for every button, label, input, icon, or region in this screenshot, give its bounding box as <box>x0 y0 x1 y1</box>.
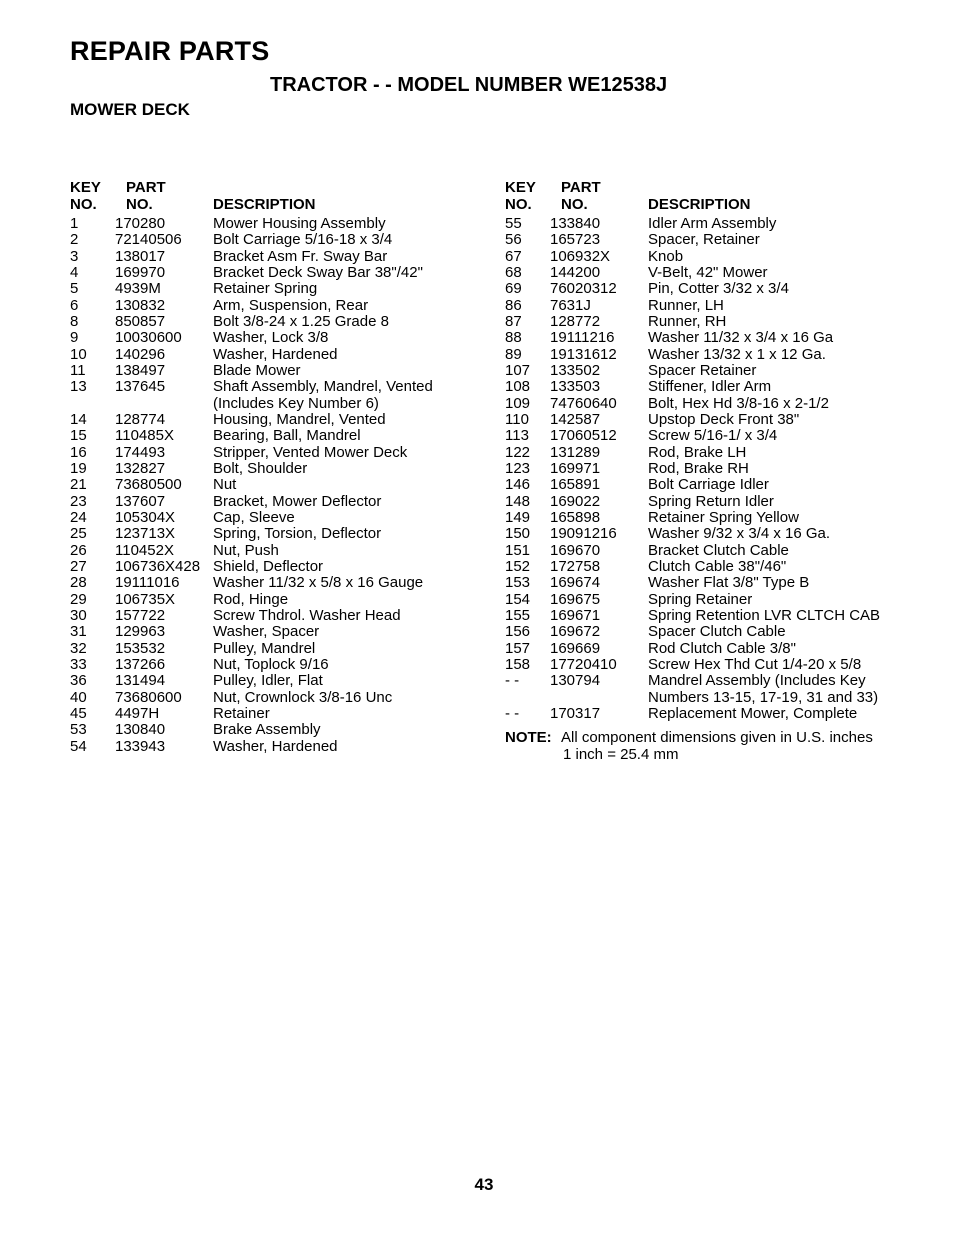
section-heading: MOWER DECK <box>70 100 190 119</box>
part-number: 17060512 <box>550 427 617 445</box>
table-row <box>505 641 905 657</box>
part-description: Retainer <box>213 704 270 722</box>
table-row <box>505 363 905 379</box>
key-number: 26 <box>70 541 87 559</box>
table-row <box>505 232 905 248</box>
part-description: Spacer, Retainer <box>648 231 760 249</box>
key-number: 158 <box>505 655 531 673</box>
key-number: 24 <box>70 508 87 526</box>
part-number: 140296 <box>115 345 166 363</box>
part-description: Washer, Spacer <box>213 623 320 641</box>
table-row <box>505 281 905 297</box>
part-description: Washer, Lock 3/8 <box>213 329 329 347</box>
part-number: 131494 <box>115 672 166 690</box>
table-row <box>70 575 490 591</box>
key-number: 6 <box>70 296 79 314</box>
key-number: 87 <box>505 312 522 330</box>
part-number: 131289 <box>550 443 601 461</box>
key-number: 153 <box>505 574 531 592</box>
key-number: 146 <box>505 476 531 494</box>
key-number: 152 <box>505 557 531 575</box>
part-description: Housing, Mandrel, Vented <box>213 410 386 428</box>
table-row <box>505 216 905 232</box>
part-description: Rod, Brake LH <box>648 443 747 461</box>
table-row <box>70 363 490 379</box>
table-row <box>70 657 490 673</box>
key-header-line-2: NO. <box>70 195 97 213</box>
table-row <box>70 739 490 755</box>
table-row <box>505 608 905 624</box>
part-description: Idler Arm Assembly <box>648 215 777 232</box>
part-description: Replacement Mower, Complete <box>648 704 858 722</box>
table-row <box>505 575 905 591</box>
table-row <box>505 559 905 575</box>
part-description: Bolt Carriage Idler <box>648 476 769 494</box>
right-rows <box>505 216 905 722</box>
key-number: 10 <box>70 345 87 363</box>
key-number: 86 <box>505 296 522 314</box>
part-number: 7631J <box>550 296 591 314</box>
part-number: 144200 <box>550 263 601 281</box>
part-description: Mandrel Assembly (Includes Key <box>648 672 866 690</box>
table-row <box>505 543 905 559</box>
part-description: Blade Mower <box>213 361 301 379</box>
part-number: 169971 <box>550 459 601 477</box>
part-description: Stripper, Vented Mower Deck <box>213 443 408 461</box>
table-row <box>505 624 905 640</box>
key-number: 69 <box>505 280 522 298</box>
part-number: 130840 <box>115 721 166 739</box>
key-number: 3 <box>70 247 79 265</box>
table-row <box>505 314 905 330</box>
part-description: Bolt Carriage 5/16-18 x 3/4 <box>213 231 393 249</box>
key-number: 16 <box>70 443 87 461</box>
key-number: 123 <box>505 459 531 477</box>
table-row <box>505 412 905 428</box>
part-number: 110485X <box>115 427 174 445</box>
key-number: 156 <box>505 623 531 641</box>
key-number: 4 <box>70 263 79 281</box>
key-number: 27 <box>70 557 87 575</box>
left-rows <box>70 216 490 755</box>
part-number: 169675 <box>550 590 601 608</box>
table-row <box>70 494 490 510</box>
key-number: 13 <box>70 378 87 396</box>
part-number: 110452X <box>115 541 174 559</box>
table-row <box>70 690 490 706</box>
table-row <box>70 396 490 412</box>
part-header-line-2: NO. <box>126 195 153 213</box>
key-number: 30 <box>70 606 87 624</box>
part-description: Washer 9/32 x 3/4 x 16 Ga. <box>648 525 831 543</box>
table-row <box>505 706 905 722</box>
part-description: Cap, Sleeve <box>213 508 295 526</box>
part-description: Washer, Hardened <box>213 737 338 755</box>
part-description: Arm, Suspension, Rear <box>213 296 369 314</box>
part-description: Pulley, Mandrel <box>213 639 316 657</box>
part-description: Bolt, Hex Hd 3/8-16 x 2-1/2 <box>648 394 829 412</box>
part-description: Clutch Cable 38"/46" <box>648 557 787 575</box>
part-header-line-1: PART <box>561 179 601 196</box>
part-description: Spring Retainer <box>648 590 753 608</box>
key-number: 11 <box>70 361 86 379</box>
page-title: REPAIR PARTS <box>70 36 270 66</box>
key-number: 45 <box>70 704 87 722</box>
part-description: Shaft Assembly, Mandrel, Vented <box>213 378 433 396</box>
part-header-line-2: NO. <box>561 195 588 213</box>
part-description: Washer 13/32 x 1 x 12 Ga. <box>648 345 826 363</box>
part-description: Runner, LH <box>648 296 724 314</box>
table-row <box>70 641 490 657</box>
part-description: Bracket, Mower Deflector <box>213 492 382 510</box>
part-header-line-1: PART <box>126 179 166 196</box>
key-number: 55 <box>505 215 522 232</box>
part-header <box>561 180 601 213</box>
part-description: Spring, Torsion, Deflector <box>213 525 382 543</box>
part-number: 133502 <box>550 361 601 379</box>
key-number: 8 <box>70 312 79 330</box>
part-number: 105304X <box>115 508 176 526</box>
table-row <box>70 543 490 559</box>
table-row <box>70 477 490 493</box>
table-row <box>70 461 490 477</box>
table-row <box>70 412 490 428</box>
part-description: Bracket Deck Sway Bar 38"/42" <box>213 263 423 281</box>
key-number: 40 <box>70 688 87 706</box>
key-number: 54 <box>70 737 87 755</box>
key-number: 148 <box>505 492 531 510</box>
key-number: 29 <box>70 590 87 608</box>
key-number: 36 <box>70 672 87 690</box>
key-header <box>70 180 101 213</box>
part-number: 130794 <box>550 672 601 690</box>
part-description: Spring Return Idler <box>648 492 774 510</box>
part-description: Nut, Toplock 9/16 <box>213 655 329 673</box>
part-number: 74760640 <box>550 394 617 412</box>
table-row <box>70 298 490 314</box>
part-number: 72140506 <box>115 231 182 249</box>
key-number: 109 <box>505 394 531 412</box>
key-header-line-1: KEY <box>505 179 536 196</box>
part-description: Brake Assembly <box>213 721 321 739</box>
part-number: 76020312 <box>550 280 617 298</box>
table-row <box>70 216 490 232</box>
part-description: Retainer Spring <box>213 280 318 298</box>
table-row <box>70 281 490 297</box>
part-number: 165723 <box>550 231 601 249</box>
part-description: Washer Flat 3/8" Type B <box>648 574 810 592</box>
part-description: Bolt, Shoulder <box>213 459 308 477</box>
key-number: 154 <box>505 590 531 608</box>
part-description: Washer 11/32 x 3/4 x 16 Ga <box>648 329 834 347</box>
part-number: 19111216 <box>550 329 615 347</box>
part-number: 137645 <box>115 378 166 396</box>
part-number: 130832 <box>115 296 166 314</box>
key-number: 23 <box>70 492 87 510</box>
key-number: 53 <box>70 721 87 739</box>
parts-table-left <box>70 180 490 755</box>
part-description: Retainer Spring Yellow <box>648 508 799 526</box>
table-row <box>70 314 490 330</box>
part-number: 138017 <box>115 247 166 265</box>
key-number: 113 <box>505 427 529 445</box>
key-number: 149 <box>505 508 531 526</box>
part-number: 170280 <box>115 215 166 232</box>
part-number: 137607 <box>115 492 166 510</box>
table-row <box>505 510 905 526</box>
dimensions-note <box>505 730 905 763</box>
table-row <box>70 608 490 624</box>
key-number: 155 <box>505 606 531 624</box>
key-number: 88 <box>505 329 522 347</box>
description-header: DESCRIPTION <box>648 195 751 213</box>
table-row <box>505 379 905 395</box>
note-label: NOTE: <box>505 729 552 747</box>
part-description: Pulley, Idler, Flat <box>213 672 323 690</box>
key-number: 1 <box>70 215 79 232</box>
part-number: 169970 <box>115 263 166 281</box>
key-number: 108 <box>505 378 531 396</box>
part-number: 133943 <box>115 737 166 755</box>
part-number: 138497 <box>115 361 166 379</box>
part-description: Screw Thdrol. Washer Head <box>213 606 401 624</box>
part-number: 169669 <box>550 639 601 657</box>
table-row <box>70 673 490 689</box>
part-description: Washer, Hardened <box>213 345 338 363</box>
table-row <box>70 249 490 265</box>
table-row <box>505 428 905 444</box>
part-number: 169672 <box>550 623 601 641</box>
key-number: 9 <box>70 329 79 347</box>
table-row <box>70 559 490 575</box>
part-description: Runner, RH <box>648 312 727 330</box>
note-line-2: 1 inch = 25.4 mm <box>563 745 679 763</box>
table-row <box>70 706 490 722</box>
table-row <box>505 461 905 477</box>
part-description: Pin, Cotter 3/32 x 3/4 <box>648 280 789 298</box>
table-row <box>505 265 905 281</box>
table-row <box>505 298 905 314</box>
part-number: 137266 <box>115 655 166 673</box>
part-description: Rod, Brake RH <box>648 459 749 477</box>
table-row <box>70 232 490 248</box>
part-number: 172758 <box>550 557 601 575</box>
key-number: - - <box>505 704 520 722</box>
key-number: 14 <box>70 410 87 428</box>
part-number: 73680600 <box>115 688 182 706</box>
note-line-1: All component dimensions given in U.S. inches <box>561 729 873 747</box>
key-number: 19 <box>70 459 87 477</box>
part-description: Nut, Crownlock 3/8-16 Unc <box>213 688 393 706</box>
part-number: 19111016 <box>115 574 180 592</box>
key-number: 157 <box>505 639 531 657</box>
key-number: 56 <box>505 231 522 249</box>
parts-table-right <box>505 180 905 763</box>
part-number: 165891 <box>550 476 601 494</box>
table-row <box>505 445 905 461</box>
part-description: Screw 5/16-1/ x 3/4 <box>648 427 778 445</box>
table-header <box>505 180 905 216</box>
part-description: V-Belt, 42" Mower <box>648 263 768 281</box>
table-row <box>505 690 905 706</box>
table-header <box>70 180 490 216</box>
part-number: 19091216 <box>550 525 617 543</box>
part-number: 133503 <box>550 378 601 396</box>
key-number: 2 <box>70 231 79 249</box>
part-number: 174493 <box>115 443 166 461</box>
table-row <box>70 510 490 526</box>
part-number: 128772 <box>550 312 601 330</box>
key-number: 110 <box>505 410 529 428</box>
key-number: 15 <box>70 427 87 445</box>
table-row <box>70 428 490 444</box>
part-description: Rod Clutch Cable 3/8" <box>648 639 796 657</box>
key-number: 33 <box>70 655 87 673</box>
part-number: 169671 <box>550 606 601 624</box>
key-number: 21 <box>70 476 87 494</box>
table-row <box>505 657 905 673</box>
key-number: 122 <box>505 443 531 461</box>
table-row <box>70 624 490 640</box>
part-number: 169022 <box>550 492 601 510</box>
table-row <box>505 673 905 689</box>
page-number: 43 <box>474 1175 494 1194</box>
part-description: Bearing, Ball, Mandrel <box>213 427 361 445</box>
part-number: 132827 <box>115 459 166 477</box>
part-description: Screw Hex Thd Cut 1/4-20 x 5/8 <box>648 655 862 673</box>
part-number: 73680500 <box>115 476 182 494</box>
part-description: Knob <box>648 247 684 265</box>
description-header: DESCRIPTION <box>213 195 316 213</box>
part-number: 106736X428 <box>115 557 201 575</box>
key-number: - - <box>505 672 520 690</box>
part-description: Shield, Deflector <box>213 557 324 575</box>
part-number: 106932X <box>550 247 611 265</box>
table-row <box>505 592 905 608</box>
part-description: Upstop Deck Front 38" <box>648 410 800 428</box>
key-number: 89 <box>505 345 522 363</box>
part-number: 123713X <box>115 525 176 543</box>
key-number: 28 <box>70 574 87 592</box>
key-number: 32 <box>70 639 87 657</box>
table-row <box>70 330 490 346</box>
table-row <box>505 396 905 412</box>
key-number: 68 <box>505 263 522 281</box>
table-row <box>70 445 490 461</box>
table-row <box>70 722 490 738</box>
key-header-line-2: NO. <box>505 195 532 213</box>
key-number: 150 <box>505 525 531 543</box>
part-description: Nut <box>213 476 237 494</box>
part-description: Nut, Push <box>213 541 279 559</box>
part-number: 17720410 <box>550 655 617 673</box>
table-row <box>505 526 905 542</box>
key-number: 25 <box>70 525 87 543</box>
part-number: 10030600 <box>115 329 182 347</box>
part-description: Spring Retention LVR CLTCH CAB <box>648 606 881 624</box>
key-number: 67 <box>505 247 522 265</box>
part-number: 133840 <box>550 215 601 232</box>
key-number: 151 <box>505 541 531 559</box>
part-description: Stiffener, Idler Arm <box>648 378 772 396</box>
part-number: 129963 <box>115 623 166 641</box>
table-row <box>70 526 490 542</box>
part-description: Spacer Retainer <box>648 361 757 379</box>
part-number: 157722 <box>115 606 166 624</box>
part-number: 170317 <box>550 704 601 722</box>
table-row <box>505 347 905 363</box>
key-header <box>505 180 536 213</box>
table-row <box>70 265 490 281</box>
part-description: Bracket Asm Fr. Sway Bar <box>213 247 388 265</box>
part-description: Bracket Clutch Cable <box>648 541 789 559</box>
part-description: (Includes Key Number 6) <box>213 394 379 412</box>
model-subtitle: TRACTOR - - MODEL NUMBER WE12538J <box>270 74 668 96</box>
part-number: 4497H <box>115 704 160 722</box>
part-description: Bolt 3/8-24 x 1.25 Grade 8 <box>213 312 389 330</box>
table-row <box>70 379 490 395</box>
key-header-line-1: KEY <box>70 179 101 196</box>
table-row <box>505 249 905 265</box>
table-row <box>505 330 905 346</box>
part-number: 165898 <box>550 508 601 526</box>
table-row <box>505 477 905 493</box>
part-number: 142587 <box>550 410 601 428</box>
key-number: 31 <box>70 623 87 641</box>
part-number: 4939M <box>115 280 161 298</box>
table-row <box>70 592 490 608</box>
table-row <box>505 494 905 510</box>
part-number: 19131612 <box>550 345 617 363</box>
part-number: 106735X <box>115 590 176 608</box>
part-description: Rod, Hinge <box>213 590 289 608</box>
key-number: 5 <box>70 280 79 298</box>
part-number: 169670 <box>550 541 601 559</box>
part-description: Washer 11/32 x 5/8 x 16 Gauge <box>213 574 424 592</box>
key-number: 107 <box>505 361 531 379</box>
part-number: 850857 <box>115 312 166 330</box>
part-description: Spacer Clutch Cable <box>648 623 786 641</box>
part-number: 128774 <box>115 410 166 428</box>
table-row <box>70 347 490 363</box>
part-description: Mower Housing Assembly <box>213 215 386 232</box>
part-header <box>126 180 166 213</box>
part-description: Numbers 13-15, 17-19, 31 and 33) <box>648 688 879 706</box>
part-number: 169674 <box>550 574 601 592</box>
part-number: 153532 <box>115 639 166 657</box>
